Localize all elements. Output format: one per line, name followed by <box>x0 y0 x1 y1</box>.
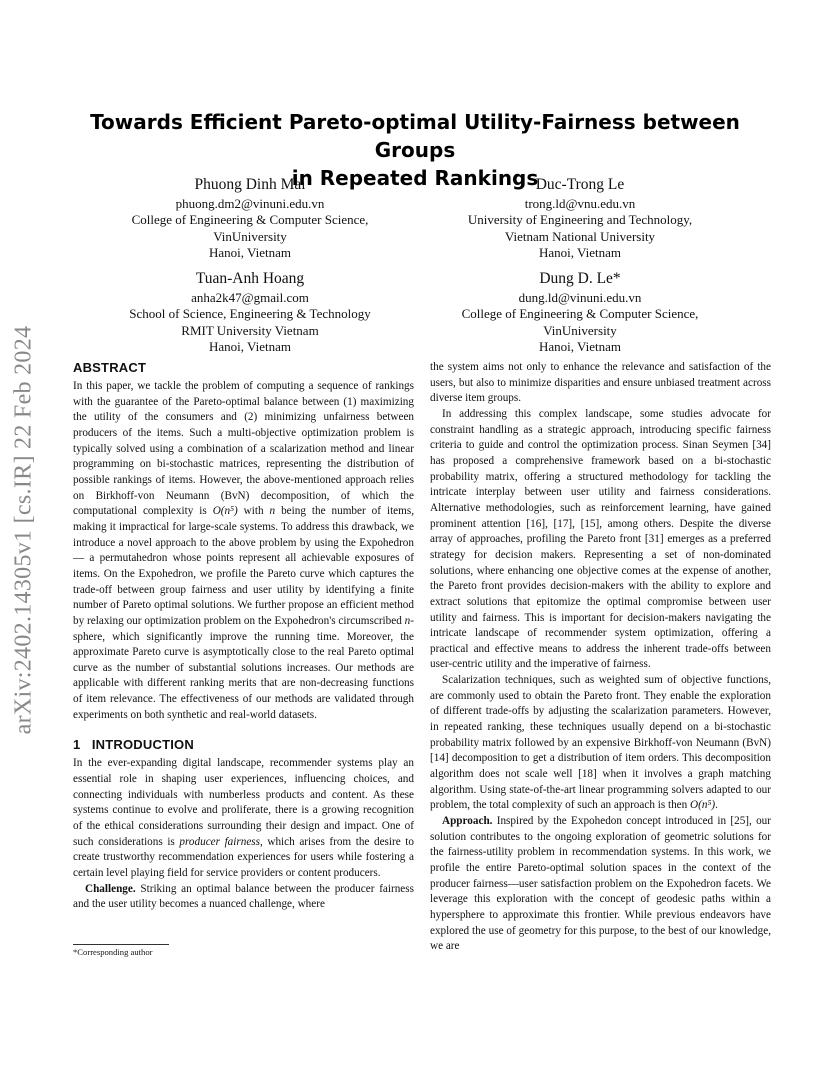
author-block-1 <box>90 175 410 261</box>
author-block-2 <box>420 175 740 261</box>
arxiv-id-text: arXiv:2402.14305v1 [cs.IR] 22 Feb 2024 <box>10 325 37 735</box>
author-name: Phuong Dinh Mai <box>194 176 306 193</box>
author-block-3 <box>90 269 410 355</box>
abstract-heading: ABSTRACT <box>73 360 147 375</box>
author-block-4 <box>420 269 740 355</box>
right-paragraph-2: Scalarization techniques, such as weighted sum of objective functions, are commonly used to obtain the Pareto front. They enable the exploration of different trade-offs by adjusting the scalarization parameters. However, in repeated ranking, these techniques usually depend on a bi-stochastic probability matrix followed by an expensive Birkhoff-von Neumann (BvN) [14] decomposition to get a distribution of item orders. This decomposition algorithm does not scale well [18] when it involves a graph matching algorithm. Using state-of-the-art linear programming solvers adapted to our problem, the total complexity of such an approach is then O(n⁵). <box>430 674 771 812</box>
right-paragraph-1: In addressing this complex landscape, some studies advocate for constraint handling as a strategic approach, introducing specific fairness criteria to guide and control the optimization process. Sinan Seymen [34] has proposed a comprehensive framework based on a bi-stochastic probability matrix, offering a structured methodology for tackling the intricate interplay between user utility and fairness considerations. Alternative methodologies, such as reinforcement learning, have gained prominent attention [16], [17], [15], among others. Despite the diverse array of approaches, profiling the Pareto front [31] emerges as a preferred strategy for decision makers. Representing a set of non-dominated solutions, where enhancing one objective comes at the expense of another, the Pareto front provides decision-makers with the ability to explore and extract solutions that epitomize the optimal compromise between user utility and fairness. This is important for decision-makers navigating the intricate landscape of recommender system optimization, offering a practical and effective means to address the inherent trade-offs between user-centric utility and the imperative of fairness. <box>430 407 771 671</box>
footnote <box>73 944 414 958</box>
footnote-text: *Corresponding author <box>73 947 153 957</box>
author-email: phuong.dm2@vinuni.edu.vn <box>175 196 325 211</box>
author-email: dung.ld@vinuni.edu.vn <box>518 290 642 305</box>
author-affiliation: College of Engineering & Computer Science, <box>461 306 699 322</box>
title-line-2: in Repeated Rankings <box>291 166 539 190</box>
introduction-heading: 1 INTRODUCTION <box>73 737 194 753</box>
complexity-math: O(n⁵) <box>212 505 238 518</box>
author-institution: Vietnam National University <box>504 228 656 244</box>
intro-paragraph-2: Challenge. Striking an optimal balance between the producer fairness and the user utility becomes a nuanced challenge, where <box>73 882 414 911</box>
author-affiliation: School of Science, Engineering & Technology <box>129 306 371 322</box>
author-institution: VinUniversity <box>213 228 287 244</box>
author-institution: VinUniversity <box>543 322 617 338</box>
intro-paragraph-1: In the ever-expanding digital landscape, recommender systems play an essential role in shaping user experiences, influencing choices, and connecting individuals with numberless products and content. As these systems continue to evolve and proliferate, there is a growing recognition of the ethical considerations surrounding their design and impact. One of such considerations is producer fairness, which arises from the desire to create trustworthy recommendation experiences for users while fostering a certain level playing field for service providers or content producers. <box>73 757 414 880</box>
author-email: anha2k47@gmail.com <box>191 290 309 305</box>
author-name: Dung D. Le* <box>539 270 621 287</box>
abstract-text: In this paper, we tackle the problem of computing a sequence of rankings with the guarantee of the Pareto-optimal balance between (1) maximizing the utility of the consumers and (2) minimizing unfairness between producers of the items. Such a multi-objective optimization problem is typically solved using a combination of a scalarization method and linear programming on bi-stochastic matrices, representing the distribution of possible rankings of items. However, the above-mentioned approach relies on Birkhoff-von Neumann (BvN) decomposition, of which the computational complexity is O(n⁵) with n being the number of items, making it impractical for large-scale systems. To address this drawback, we introduce a novel approach to the above problem by using the Expohedron — a permutahedron whose points represent all achievable exposures of items. On the Expohedron, we profile the Pareto curve which captures the trade-off between group fairness and user utility by identifying a finite number of Pareto optimal solutions. We further propose an efficient method by relaxing our optimization problem on the Expohedron's circumscribed n-sphere, which significantly improve the running time. Moreover, the approximate Pareto curve is asymptotically close to the real Pareto optimal curve as the number of substantial solutions increases. Our methods are applicable with different ranking merits that are non-decreasing functions of item relevance. The effectiveness of our methods are validated through experiments on both synthetic and real-world datasets. <box>73 380 414 721</box>
author-location: Hanoi, Vietnam <box>208 338 292 354</box>
author-name: Tuan-Anh Hoang <box>195 270 305 287</box>
author-location: Hanoi, Vietnam <box>538 244 622 260</box>
footnote-rule <box>73 944 169 945</box>
right-paragraph-0: the system aims not only to enhance the relevance and satisfaction of the users, but also to minimize disparities and ensure unbiased treatment across diverse item groups. <box>430 361 771 405</box>
right-paragraph-3: Approach. Inspired by the Expohedon concept introduced in [25], our solution contributes to the ongoing exploration of geometric solutions for the fairness-utility problem in recommendation systems. In this work, we profile the entire Pareto-optimal solution spaces in the context of the producer fairness—user satisfaction problem on the Expohedron facets. We leverage this exploration with the concept of geodesic paths within a hypersphere to approximate this frontier. While previous endeavors have explored the use of geometry for this purpose, to the best of our knowledge, we are <box>430 815 771 953</box>
author-institution: RMIT University Vietnam <box>181 322 319 338</box>
author-email: trong.ld@vnu.edu.vn <box>524 196 636 211</box>
author-affiliation: University of Engineering and Technology, <box>467 212 693 228</box>
arxiv-identifier-sidebar <box>6 300 42 760</box>
author-affiliation: College of Engineering & Computer Science, <box>131 212 369 228</box>
right-column <box>430 360 771 955</box>
author-location: Hanoi, Vietnam <box>208 244 292 260</box>
author-location: Hanoi, Vietnam <box>538 338 622 354</box>
left-column <box>73 360 414 913</box>
author-name: Duc-Trong Le <box>535 176 625 193</box>
title-line-1: Towards Efficient Pareto-optimal Utility-Fairness between Groups <box>90 110 740 162</box>
